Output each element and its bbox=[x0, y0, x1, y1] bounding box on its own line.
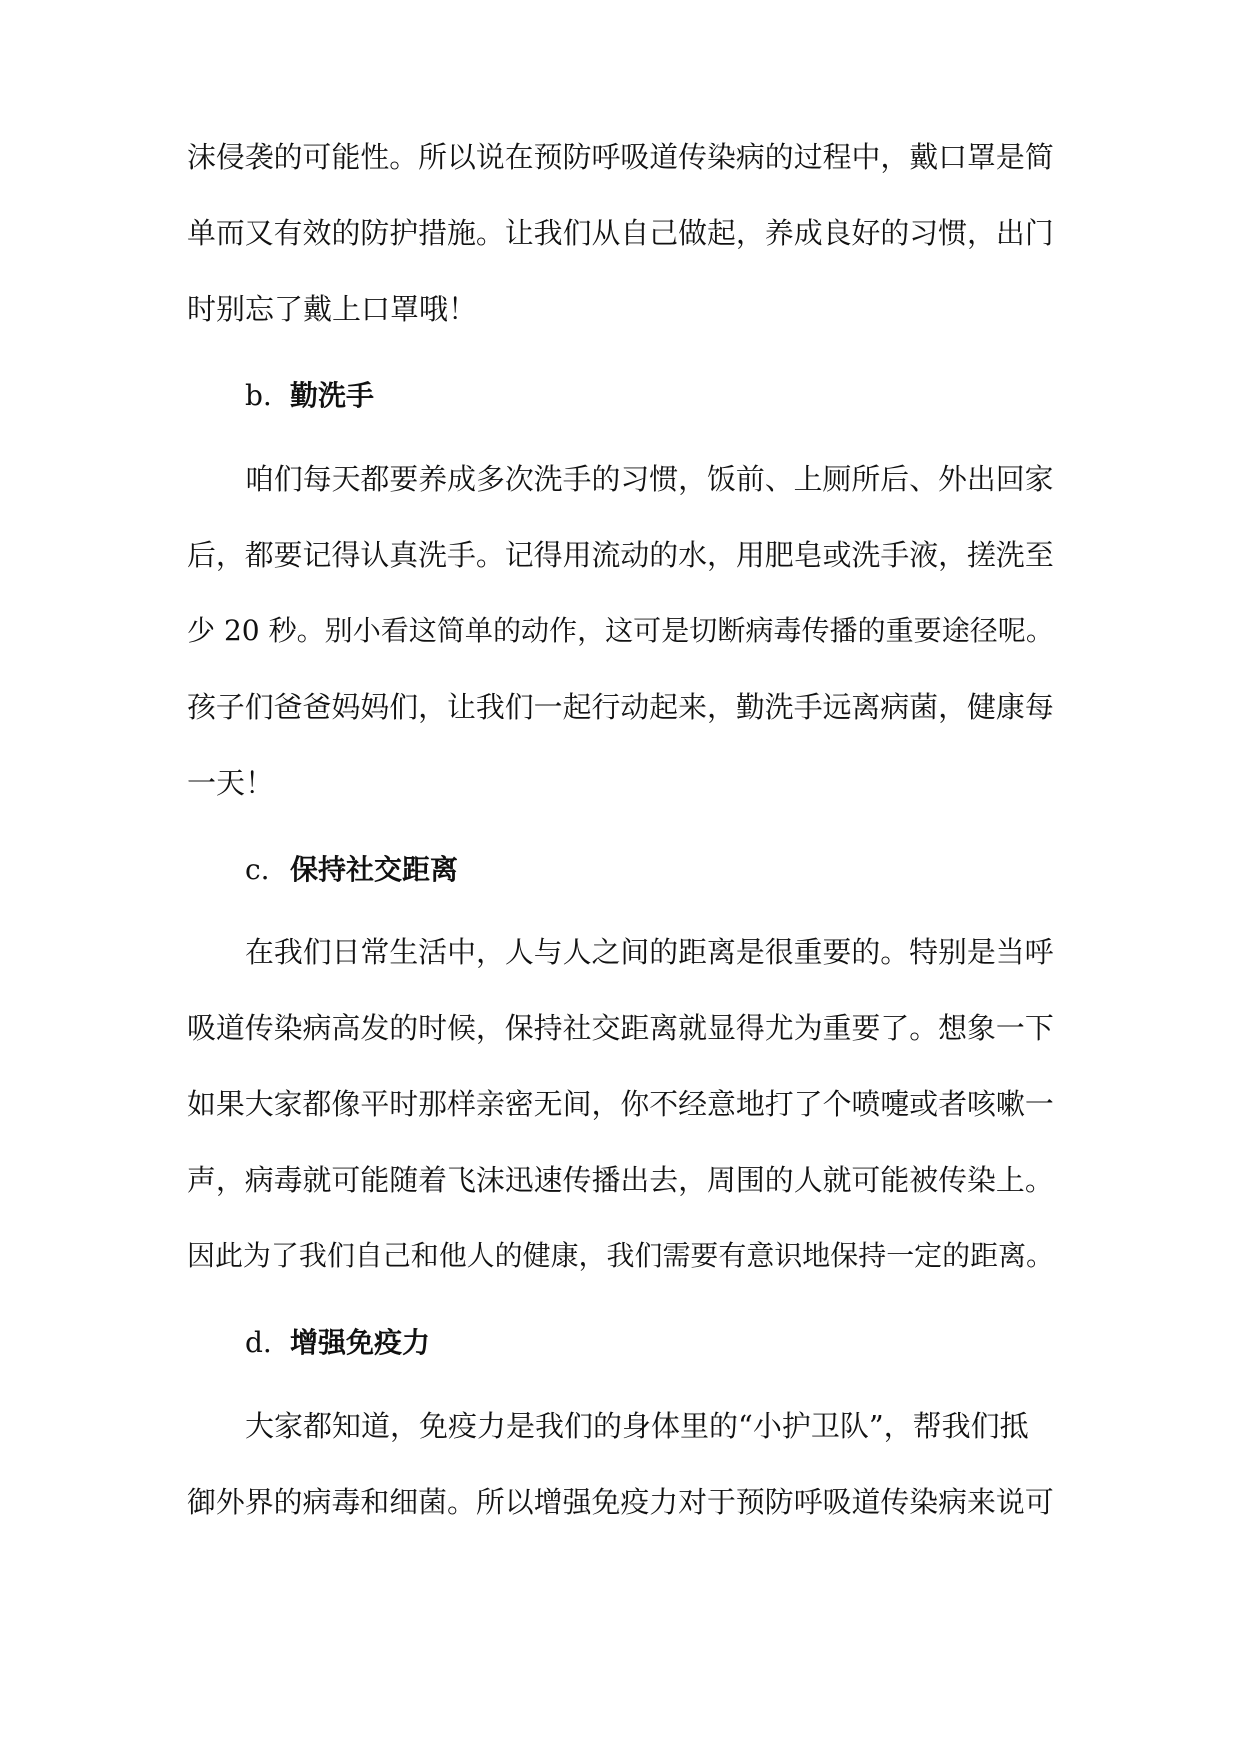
paragraph-line: 后，都要记得认真洗手。记得用流动的水，用肥皂或洗手液，搓洗至 bbox=[187, 538, 1054, 572]
section-marker: c. bbox=[245, 853, 270, 886]
section-title: 勤洗手 bbox=[290, 379, 375, 412]
paragraph-line: 因此为了我们自己和他人的健康，我们需要有意识地保持一定的距离。 bbox=[187, 1239, 1055, 1272]
paragraph-line: 御外界的病毒和细菌。所以增强免疫力对于预防呼吸道传染病来说可 bbox=[187, 1485, 1054, 1519]
paragraph-line: 如果大家都像平时那样亲密无间，你不经意地打了个喷嚏或者咳嗽一 bbox=[187, 1087, 1054, 1121]
section-marker: b. bbox=[245, 379, 272, 412]
paragraph-line: 大家都知道，免疫力是我们的身体里的“小护卫队”，帮我们抵 bbox=[245, 1409, 1029, 1443]
section-title: 增强免疫力 bbox=[290, 1326, 431, 1359]
section-heading-social-distance bbox=[245, 850, 458, 890]
section-heading-handwashing bbox=[245, 376, 374, 416]
paragraph-line: 一天！ bbox=[187, 766, 275, 800]
section-marker: d. bbox=[245, 1326, 272, 1359]
paragraph-line: 时别忘了戴上口罩哦！ bbox=[187, 292, 478, 326]
paragraph-line: 单而又有效的防护措施。让我们从自己做起，养成良好的习惯，出门 bbox=[187, 216, 1054, 250]
paragraph-line: 沫侵袭的可能性。所以说在预防呼吸道传染病的过程中，戴口罩是简 bbox=[187, 140, 1054, 174]
paragraph-line: 孩子们爸爸妈妈们，让我们一起行动起来，勤洗手远离病菌，健康每 bbox=[187, 690, 1054, 724]
section-title: 保持社交距离 bbox=[290, 853, 459, 886]
paragraph-line: 咱们每天都要养成多次洗手的习惯，饭前、上厕所后、外出回家 bbox=[245, 462, 1054, 496]
paragraph-line: 在我们日常生活中，人与人之间的距离是很重要的。特别是当呼 bbox=[245, 935, 1054, 969]
paragraph-line: 吸道传染病高发的时候，保持社交距离就显得尤为重要了。想象一下 bbox=[187, 1011, 1054, 1045]
paragraph-line: 少 20 秒。别小看这简单的动作，这可是切断病毒传播的重要途径呢。 bbox=[187, 614, 1054, 647]
section-heading-immunity bbox=[245, 1323, 430, 1363]
paragraph-line: 声，病毒就可能随着飞沫迅速传播出去，周围的人就可能被传染上。 bbox=[187, 1163, 1054, 1197]
